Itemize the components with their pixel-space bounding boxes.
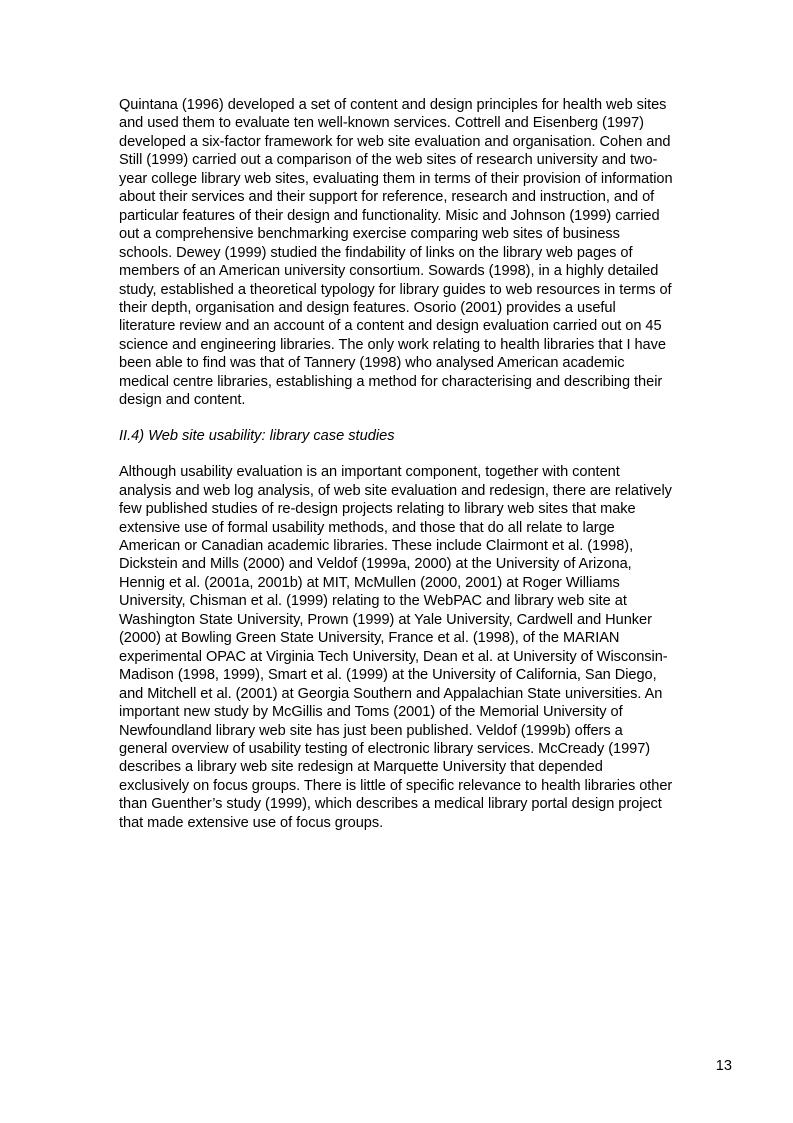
section-heading: II.4) Web site usability: library case studies [119,427,395,444]
paragraph-usability-case-studies: Although usability evaluation is an important component, together with content analysis and web log analysis, of web site evaluation and redesign, there are relatively few published studies of re-design projects relating to library web sites that make extensive use of formal usability methods, and those that do all relate to large American or Canadian academic libraries. These include Clairmont et al. (1998), Dickstein and Mills (2000) and Veldof (1999a, 2000) at the University of Arizona, Hennig et al. (2001a, 2001b) at MIT, McMullen (2000, 2001) at Roger Williams University, Chisman et al. (1999) relating to the WebPAC and library web site at Washington State University, Prown (1999) at Yale University, Cardwell and Hunker (2000) at Bowling Green State University, France et al. (1998), of the MARIAN experimental OPAC at Virginia Tech University, Dean et al. at University of Wisconsin- Madison (1998, 1999), Smart et al. (1999) at the University of California, San Diego, and Mitchell et al. (2001) at Georgia Southern and Appalachian State universities. An important new study by McGillis and Toms (2001) of the Memorial University of Newfoundland library web site has just been published. Veldof (1999b) offers a general overview of usability testing of electronic library services. McCready (1997) describes a library web site redesign at Marquette University that depended exclusively on focus groups. There is little of specific relevance to health libraries other than Guenther’s study (1999), which describes a medical library portal design project that made extensive use of focus groups. [119,464,673,831]
document-body [119,96,735,832]
page-number: 13 [715,1058,732,1074]
paragraph-web-site-evaluation: Quintana (1996) developed a set of content and design principles for health web sites and used them to evaluate ten well-known services. Cottrell and Eisenberg (1997) developed a six-factor framework for web site evaluation and organisation. Cohen and Still (1999) carried out a comparison of the web sites of research university and two- year college library web sites, evaluating them in terms of their provision of information about their services and their support for reference, research and instruction, and of particular features of their design and functionality. Misic and Johnson (1999) carried out a comprehensive benchmarking exercise comparing web sites of business schools. Dewey (1999) studied the findability of links on the library web pages of members of an American university consortium. Sowards (1998), in a highly detailed study, established a theoretical typology for library guides to web resources in terms of their depth, organisation and design features. Osorio (2001) provides a useful literature review and an account of a content and design evaluation carried out on 45 science and engineering libraries. The only work relating to health libraries that I have been able to find was that of Tannery (1998) who analysed American academic medical centre libraries, establishing a method for characterising and describing their design and content. [119,97,673,409]
